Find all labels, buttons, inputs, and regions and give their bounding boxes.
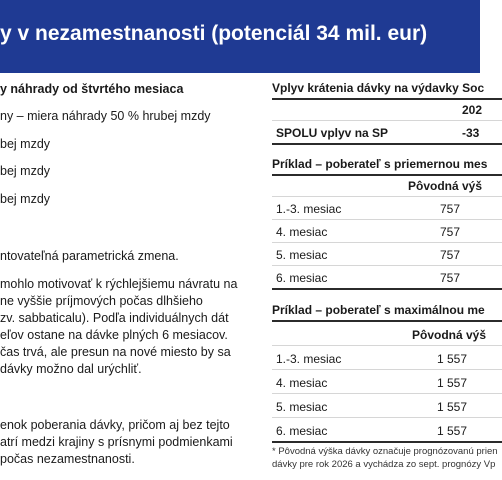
table-row-value: 1 557 xyxy=(437,352,468,366)
section-title: y náhrady od štvrtého mesiaca xyxy=(0,82,184,96)
bullet-item: ny – miera náhrady 50 % hrubej mzdy xyxy=(0,109,211,123)
table-divider xyxy=(272,219,502,220)
table-row-label: 4. mesiac xyxy=(276,225,328,239)
table-row-value: 757 xyxy=(440,202,461,216)
paragraph-line: čas trvá, ale presun na nové miesto by sa xyxy=(0,345,231,359)
table-title: Vplyv krátenia dávky na výdavky Soc xyxy=(272,81,485,95)
table-row-value: 1 557 xyxy=(437,400,468,414)
paragraph xyxy=(0,417,250,468)
paragraph-line: mohlo motivovať k rýchlejšiemu návratu na xyxy=(0,277,238,291)
column-header: Pôvodná výš xyxy=(412,328,487,342)
footnote: dávky pre rok 2026 a vychádza zo sept. prognózy Vp xyxy=(272,459,496,470)
table-rule xyxy=(272,98,502,100)
table-title: Príklad – poberateľ s maximálnou me xyxy=(272,303,485,317)
left-column xyxy=(0,73,258,480)
table-divider xyxy=(272,345,502,346)
paragraph-line: zv. sabbaticalu). Podľa individuálnych dát xyxy=(0,311,229,325)
table-divider xyxy=(272,417,502,418)
table-row-value: 1 557 xyxy=(437,424,468,438)
year-header: 202 xyxy=(462,103,483,117)
table-row-label: 6. mesiac xyxy=(276,271,328,285)
table-rule xyxy=(272,174,502,176)
table-divider xyxy=(272,369,502,370)
table-row-label: 1.-3. mesiac xyxy=(276,202,342,216)
table-divider xyxy=(272,242,502,243)
table-divider xyxy=(272,120,502,121)
paragraph-line: ne vyššie príjmových počas dlhšieho xyxy=(0,294,203,308)
title-banner xyxy=(0,0,480,73)
table-row-label: 6. mesiac xyxy=(276,424,328,438)
page-title: y v nezamestnanosti (potenciál 34 mil. eur) xyxy=(0,22,428,45)
table-row-label: 5. mesiac xyxy=(276,400,328,414)
table-row-value: 757 xyxy=(440,225,461,239)
table-rule xyxy=(272,288,502,290)
total-label: SPOLU vplyv na SP xyxy=(276,126,389,140)
footnote: * Pôvodná výška dávky označuje prognózovanú prien xyxy=(272,446,498,457)
table-row-value: 757 xyxy=(440,248,461,262)
table-rule xyxy=(272,320,502,322)
table-row-label: 4. mesiac xyxy=(276,376,328,390)
column-header: Pôvodná výš xyxy=(408,179,483,193)
table-row-label: 5. mesiac xyxy=(276,248,328,262)
table-row-value: 757 xyxy=(440,271,461,285)
paragraph: ntovateľná parametrická zmena. xyxy=(0,249,179,263)
table-rule xyxy=(272,143,502,145)
paragraph-line: dávky možno dal urýchliť. xyxy=(0,362,142,376)
paragraph-line: enok poberania dávky, pričom aj bez tejto xyxy=(0,418,230,432)
bullet-item: bej mzdy xyxy=(0,137,51,151)
total-value: -33 xyxy=(462,126,480,140)
bullet-item: bej mzdy xyxy=(0,164,51,178)
right-column xyxy=(262,73,498,480)
paragraph-line: počas nezamestnanosti. xyxy=(0,452,135,466)
bullet-item: bej mzdy xyxy=(0,192,51,206)
paragraph xyxy=(0,276,250,378)
table-row-value: 1 557 xyxy=(437,376,468,390)
paragraph-line: atrí medzi krajiny s prísnymi podmienkami xyxy=(0,435,233,449)
table-row-label: 1.-3. mesiac xyxy=(276,352,342,366)
table-title: Príklad – poberateľ s priemernou mes xyxy=(272,157,488,171)
paragraph-line: eľov ostane na dávke plných 6 mesiacov. xyxy=(0,328,228,342)
table-divider xyxy=(272,265,502,266)
table-divider xyxy=(272,196,502,197)
table-divider xyxy=(272,393,502,394)
table-rule xyxy=(272,441,502,443)
